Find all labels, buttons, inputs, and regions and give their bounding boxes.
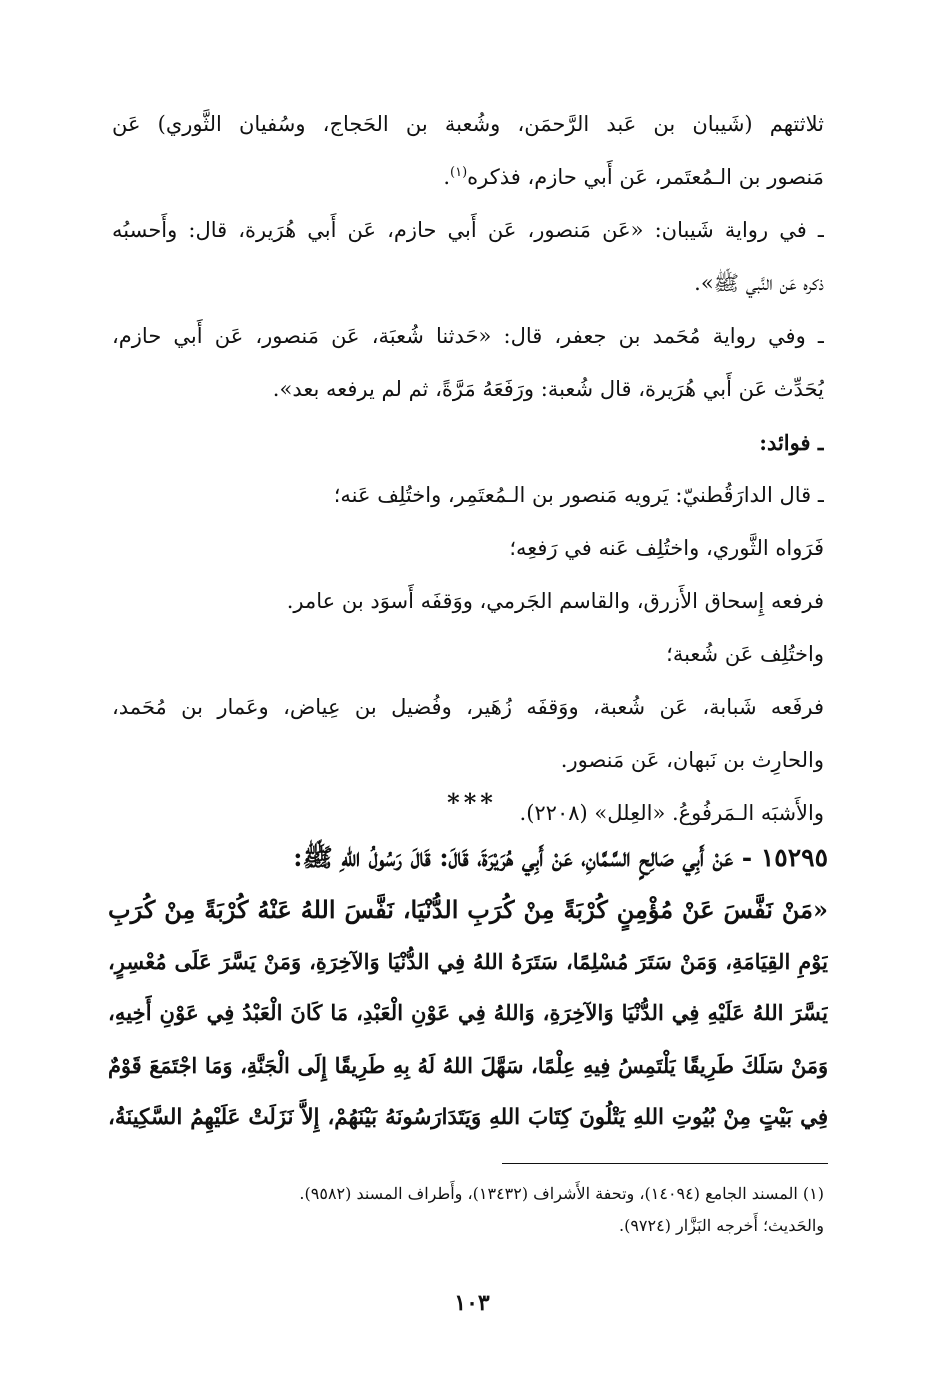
text-line: والأَشبَه الـمَرفُوعُ. «العِلل» (٢٢٠٨). [519, 801, 824, 825]
footnotes [112, 1178, 824, 1242]
text-line: ـ وفي رواية مُحَمد بن جعفر، قال: «حَدثنا شُعبَة، عَن مَنصور، عَن أَبي حازم، [112, 324, 824, 348]
hadith-line: «مَنْ نَفَّسَ عَنْ مُؤْمِنٍ كُرْبَةً مِنْ كُرَبِ الدُّنْيَا، نَفَّسَ اللهُ عَنْهُ كُرْبَةً مِنْ كُرَبِ [108, 895, 828, 924]
hadith-line: وَمَنْ سَلَكَ طَرِيقًا يَلْتَمِسُ فِيهِ عِلْمًا، سَهَّلَ اللهُ لَهُ بِهِ طَرِيقًا إِلَى الْجَنَّةِ، وَمَا اجْتَمَعَ قَوْمٌ [108, 1053, 828, 1078]
text-line: مَنصور بن الـمُعتَمر، عَن أَبي حازم، فذكره [467, 165, 824, 189]
hadith-line: فِي بَيْتٍ مِنْ بُيُوتِ اللهِ يَتْلُونَ كِتَابَ اللهِ وَيَتَدَارَسُونَهُ بَيْنَهُمْ، إِلاَّ نَزَلَتْ عَلَيْهِمُ السَّكِينَةُ، [108, 1105, 828, 1130]
section-separator: *** [447, 788, 497, 817]
text-line: والحارِث بن نَبهان، عَن مَنصور. [560, 748, 824, 772]
text-line-with-footnote: مَنصور بن الـمُعتَمر، عَن أَبي حازم، فذكره$^{(١)}$. [443, 165, 824, 189]
text-line: يُحَدِّث عَن أَبي هُرَيرة، قال شُعبة: ورَفَعَهُ مَرَّةً، ثم لم يرفعه بعد». [272, 377, 824, 401]
text-line: ذكره عَن النَّبي ﷺ». [694, 271, 824, 295]
text-line: واختُلِف عَن شُعبة؛ [666, 642, 824, 666]
hadith-block [108, 832, 828, 1144]
hadith-line: ١٥٢٩٥ - عَنْ أَبِي صَالِحٍ السَّمَّانِ، عَنْ أَبِي هُرَيْرَةَ، قَالَ: قَالَ رَسُولُ اللهِ ﷺ: [293, 843, 828, 872]
text-line: ثلاثتهم (شَيبان بن عَبد الرَّحمَن، وشُعبة بن الحَجاج، وسُفيان الثَّوري) عَن [112, 112, 824, 136]
section-heading: ـ فوائد: [759, 430, 824, 455]
text-line: فرفَعه شَبابة، عَن شُعبة، ووَقفَه زُهَير، وفُضيل بن عِياض، وعَمار بن مُحَمد، [112, 695, 824, 719]
footnote-divider [502, 1163, 828, 1164]
page-number: ١٠٣ [454, 1290, 490, 1316]
text-line: فَرَواه الثَّوري، واختُلِف عَنه في رَفعِه؛ [509, 536, 824, 560]
hadith-line: يَوْمِ القِيَامَةِ، وَمَنْ سَتَرَ مُسْلِمًا، سَتَرَهُ اللهُ فِي الدُّنْيَا وَالآخِرَةِ، وَمَنْ يَسَّرَ عَلَى مُعْسِرٍ، [108, 949, 828, 974]
hadith-line: يَسَّرَ اللهُ عَلَيْهِ فِي الدُّنْيَا وَالآخِرَةِ، وَاللهُ فِي عَوْنِ الْعَبْدِ، مَا كَانَ الْعَبْدُ فِي عَوْنِ أَخِيهِ، [108, 1001, 828, 1026]
main-text [112, 98, 824, 840]
footnote-marker: (١) [450, 165, 468, 180]
footnote-line: والحَديث؛ أَخرجه البَزَّار (٩٧٢٤). [618, 1216, 824, 1235]
text-line: فرفعه إِسحاق الأَزرق، والقاسم الجَرمي، ووَقفَه أَسوَد بن عامر. [286, 589, 824, 613]
text-line: ـ في رواية شَيبان: «عَن مَنصور، عَن أَبي حازم، عَن أَبي هُرَيرة، قال: وأَحسبُه [112, 218, 824, 242]
footnote-line: (١) المسند الجامع (١٤٠٩٤)، وتحفة الأَشراف (١٣٤٣٢)، وأَطراف المسند (٩٥٨٢). [299, 1184, 824, 1203]
text-line: ـ قال الدارَقُطنيّ: يَرويه مَنصور بن الـمُعتَمِر، واختُلِف عَنه؛ [333, 483, 824, 507]
